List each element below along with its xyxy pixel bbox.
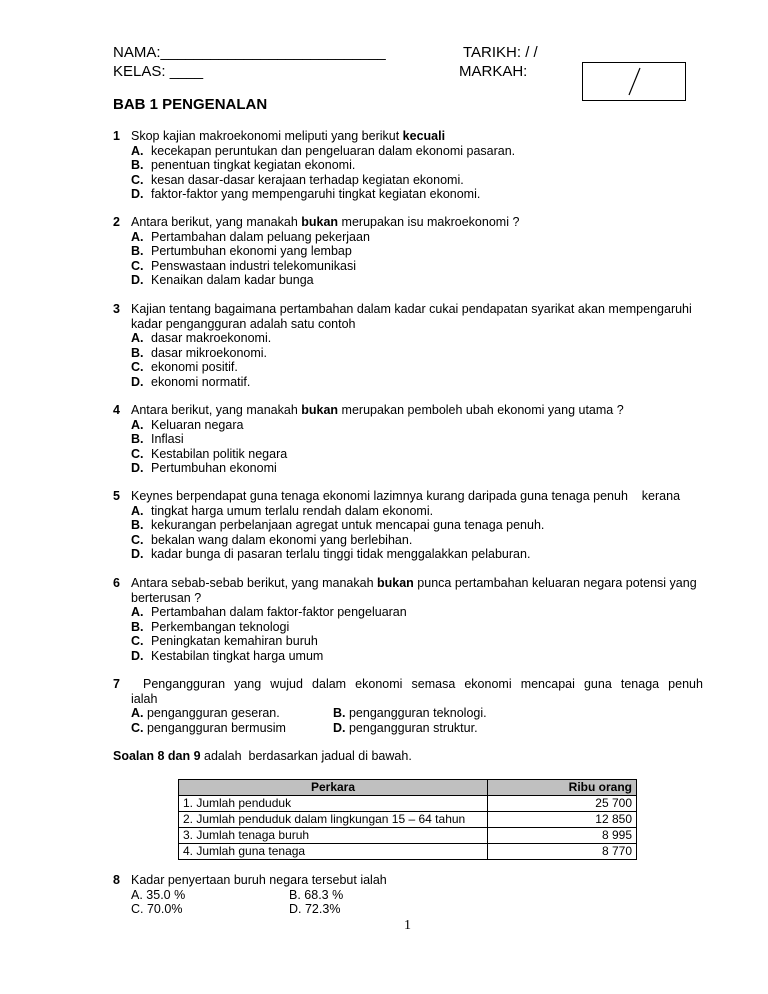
option-c: C. Kestabilan politik negara [131, 446, 288, 461]
option-a: A. kecekapan peruntukan dan pengeluaran dalam ekonomi pasaran. [131, 143, 516, 158]
option-d: D. kadar bunga di pasaran terlalu tinggi tidak menggalakkan pelaburan. [131, 547, 531, 562]
chapter-title: BAB 1 PENGENALAN [113, 96, 268, 113]
option-a: A. Pertambahan dalam peluang pekerjaan [131, 229, 370, 244]
data-table [178, 779, 637, 860]
table-row: 3. Jumlah tenaga buruh 8 995 [179, 828, 637, 844]
option-a: A. Pertambahan dalam faktor-faktor pengeluaran [131, 605, 407, 620]
option-d: D. Kestabilan tingkat harga umum [131, 648, 324, 663]
option-a: A. 35.0 % [131, 887, 186, 902]
option-a: A. Keluaran negara [131, 417, 244, 432]
option-d: D. pengangguran struktur. [333, 720, 478, 735]
question-3: 3 Kajian tentang bagaimana pertambahan dalam kadar cukai pendapatan syarikat akan mempengaruhi kadar pengangguran adalah satu contoh A. dasar makroekonomi. B. dasar mikroekonomi. C. ekonomi positif. D. ekonomi normatif. [113, 302, 692, 389]
option-c: C. Peningkatan kemahiran buruh [131, 634, 318, 649]
tarikh-field: TARIKH: / / [463, 44, 538, 61]
option-c: C. Penswastaan industri telekomunikasi [131, 258, 356, 273]
table-header-row: Perkara Ribu orang [179, 780, 637, 796]
option-b: B. pengangguran teknologi. [333, 706, 487, 721]
page-number: 1 [404, 918, 411, 933]
option-d: D. ekonomi normatif. [131, 374, 251, 389]
question-4: 4 Antara berikut, yang manakah bukan merupakan pemboleh ubah ekonomi yang utama ? A. Keluaran negara B. Inflasi C. Kestabilan politik negara D. Pertumbuhan ekonomi [113, 403, 624, 476]
option-c: C. kesan dasar-dasar kerajaan terhadap kegiatan ekonomi. [131, 172, 464, 187]
table-row: 2. Jumlah penduduk dalam lingkungan 15 – 64 tahun 12 850 [179, 812, 637, 828]
table-row: 4. Jumlah guna tenaga 8 770 [179, 844, 637, 860]
option-a: A. pengangguran geseran. [131, 706, 280, 721]
table-row: 1. Jumlah penduduk 25 700 [179, 796, 637, 812]
option-a: A. dasar makroekonomi. [131, 331, 272, 346]
option-c: C. 70.0% [131, 902, 183, 917]
option-c: C. ekonomi positif. [131, 360, 238, 375]
option-b: B. dasar mikroekonomi. [131, 345, 268, 360]
option-b: B. penentuan tingkat kegiatan ekonomi. [131, 158, 356, 173]
option-b: B. kekurangan perbelanjaan agregat untuk mencapai guna tenaga penuh. [131, 518, 545, 533]
question-8: 8 Kadar penyertaan buruh negara tersebut ialah A. 35.0 % B. 68.3 % C. 70.0% D. 72.3% [113, 873, 387, 917]
question-6: 6 Antara sebab-sebab berikut, yang manakah bukan punca pertambahan keluaran negara potensi yang berterusan ? A. Pertambahan dalam faktor-faktor pengeluaran B. Perkembangan teknologi C. Peningkatan kemahiran buruh D. Kestabilan tingkat harga umum [113, 576, 697, 663]
question-2: 2 Antara berikut, yang manakah bukan merupakan isu makroekonomi ? A. Pertambahan dalam peluang pekerjaan B. Pertumbuhan ekonomi yang lembap C. Penswastaan industri telekomunikasi D. Kenaikan dalam kadar bunga [113, 215, 520, 288]
option-b: B. Perkembangan teknologi [131, 619, 290, 634]
option-d: D. Pertumbuhan ekonomi [131, 461, 277, 476]
option-c: C. pengangguran bermusim [131, 720, 286, 735]
option-b: B. 68.3 % [289, 887, 344, 902]
option-a: A. tingkat harga umum terlalu rendah dalam ekonomi. [131, 503, 434, 518]
question-7: 7 Pengangguran yang wujud dalam ekonomi semasa ekonomi mencapai guna tenaga penuh ialah A. pengangguran geseran. B. pengangguran teknologi. C. pengangguran bermusim D. pengangguran struktur. [113, 677, 703, 735]
option-b: B. Pertumbuhan ekonomi yang lembap [131, 244, 352, 259]
question-5: 5 Keynes berpendapat guna tenaga ekonomi lazimnya kurang daripada guna tenaga penuh kerana A. tingkat harga umum terlalu rendah dalam ekonomi. B. kekurangan perbelanjaan agregat untuk mencapai guna tenaga penuh. C. bekalan wang dalam ekonomi yang berlebihan. D. kadar bunga di pasaran terlalu tinggi tidak menggalakkan pelaburan. [113, 489, 681, 562]
markah-box [582, 62, 686, 101]
slash-mark-icon [583, 63, 687, 102]
table-intro: Soalan 8 dan 9 adalah berdasarkan jadual di bawah. [113, 749, 412, 763]
nama-field: NAMA:___________________________ [113, 44, 386, 61]
option-d: D. Kenaikan dalam kadar bunga [131, 273, 314, 288]
option-d: D. faktor-faktor yang mempengaruhi tingkat kegiatan ekonomi. [131, 187, 481, 202]
option-d: D. 72.3% [289, 902, 341, 917]
option-c: C. bekalan wang dalam ekonomi yang berlebihan. [131, 532, 413, 547]
option-b: B. Inflasi [131, 432, 184, 447]
markah-label: MARKAH: [459, 63, 528, 80]
kelas-field: KELAS: ____ [113, 63, 204, 80]
question-1: 1 Skop kajian makroekonomi meliputi yang berikut kecuali A. kecekapan peruntukan dan pengeluaran dalam ekonomi pasaran. B. penentuan tingkat kegiatan ekonomi. C. kesan dasar-dasar kerajaan terhadap kegiatan ekonomi. D. faktor-faktor yang mempengaruhi tingkat kegiatan ekonomi. [113, 129, 516, 202]
